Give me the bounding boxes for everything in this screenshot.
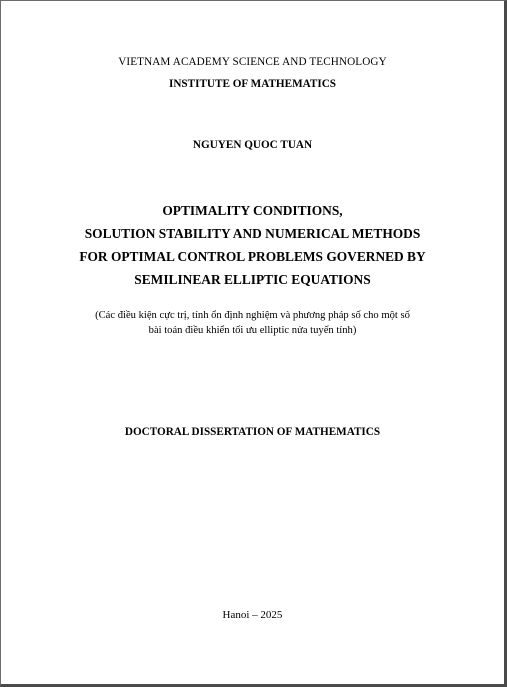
institute-name: INSTITUTE OF MATHEMATICS [168,78,336,90]
title-line-2: SOLUTION STABILITY AND NUMERICAL METHODS [84,226,421,241]
academy-name: VIETNAM ACADEMY SCIENCE AND TECHNOLOGY [118,56,387,68]
dissertation-title [1,199,504,291]
title-line-4: SEMILINEAR ELLIPTIC EQUATIONS [134,272,371,287]
title-line-3: FOR OPTIMAL CONTROL PROBLEMS GOVERNED BY [79,249,426,264]
author-name: NGUYEN QUOC TUAN [192,139,313,151]
vietnamese-subtitle [1,308,504,338]
place-date: Hanoi – 2025 [222,609,283,621]
subtitle-line-2: bài toán điều khiển tối ưu elliptic nửa tuyến tính) [148,325,357,336]
subtitle-line-1: (Các điều kiện cực trị, tính ổn định nghiệm và phương pháp số cho một số [95,310,410,321]
title-line-1: OPTIMALITY CONDITIONS, [162,203,343,218]
degree-label: DOCTORAL DISSERTATION OF MATHEMATICS [124,426,381,438]
